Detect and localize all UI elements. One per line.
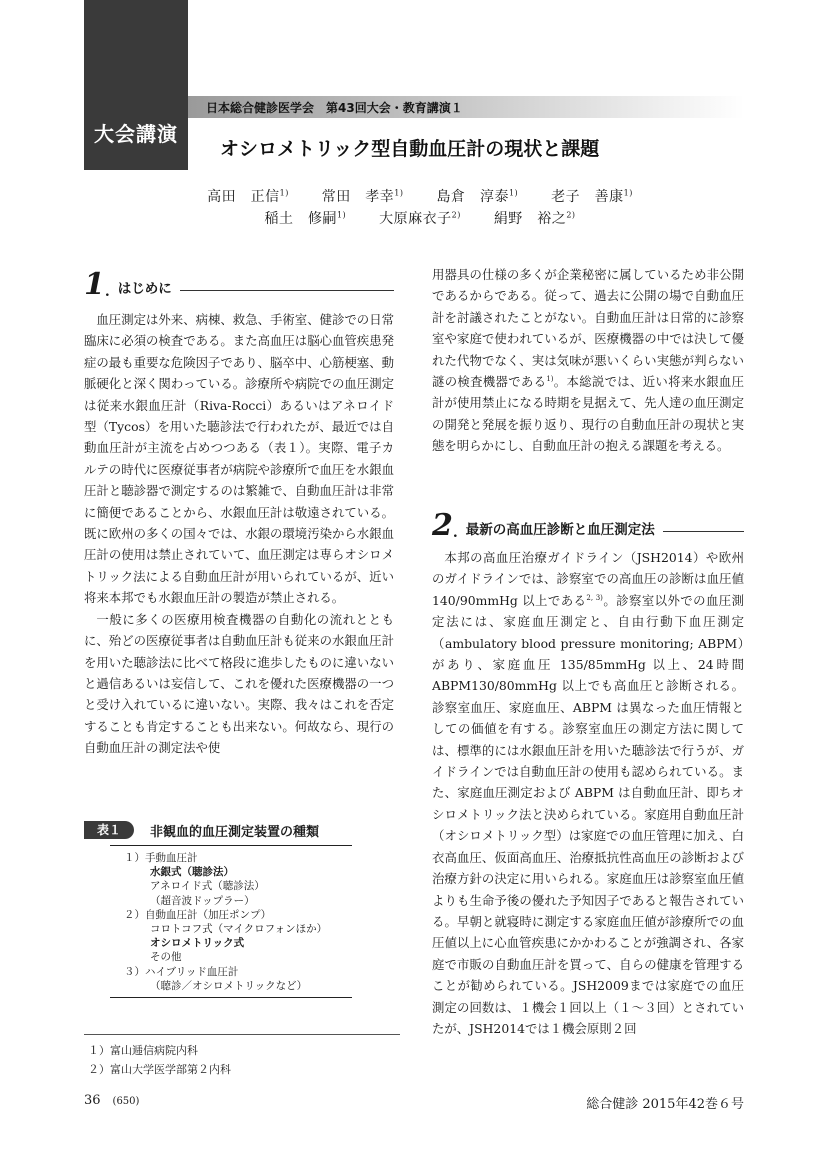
author-line-1 xyxy=(150,186,690,206)
paragraph: 血圧測定は外来、病棟、救急、手術室、健診での日常臨床に必須の検査である。また高血圧は脳心血管疾患発症の最も重要な危険因子であり、脳卒中、心筋梗塞、動脈硬化と深く関わっている。診療所や病院での血圧測定は従来水銀血圧計（Riva-Rocci）あるいはアネロイド型（Tycos）を用いた聴診法で行われたが、最近では自動血圧計が主流を占めつつある（表１）。実際、電子カルテの時代に医療従事者が病院や診療所で血圧を水銀血圧計と聴診器で測定するのは繁雑で、自動血圧計は非常に簡便であることから、水銀血圧計は敬遠されている。既に欧州の多くの国々では、水銀の環境汚染から水銀血圧計の使用は禁止されていて、血圧測定は専らオシロメトリック法による自動血圧計が用いられているが、近い将来本邦でも水銀血圧計の製造が禁止される。 xyxy=(84,312,394,606)
table-row: ３）ハイブリッド血圧計 xyxy=(124,965,239,978)
author: 老子 善康$^{1)}$ xyxy=(551,188,633,205)
section-number: 2 xyxy=(432,508,453,543)
table-row: オシロメトリック式 xyxy=(150,937,245,950)
page-number: 36 (650) xyxy=(84,1093,140,1108)
series-text: 日本総合健診医学会 第43回大会・教育講演１ xyxy=(206,101,463,115)
paragraph: 本邦の高血圧治療ガイドライン（JSH2014）や欧州のガイドラインでは、診察室での高血圧の診断は血圧値 140/90mmHg 以上である$^{2, 3)}$。診察室以外での血圧測定法には、家庭血圧測定と、自由行動下血圧測定（ambulatory blood pressure monitoring; ABPM）があり、家庭血圧 135/85mmHg 以上、24時間 ABPM130/80mmHg 以上でも高血圧と診断される。診察室血圧、家庭血圧、ABPM は異なった血圧情報としての価値を有する。診察室血圧の測定方法に関しては、標準的には水銀血圧計を用いた聴診法で行うが、ガイドラインでは自動血圧計の使用も認められている。また、家庭血圧測定および ABPM は自動血圧計、即ちオシロメトリック法と決められている。家庭用自動血圧計（オシロメトリック型）は家庭での血圧管理に加え、白衣高血圧、仮面高血圧、治療抵抗性高血圧の診断および治療方針の決定に用いられる。家庭血圧は診察室血圧値よりも生命予後の優れた予知因子であると報告されている。早朝と就寝時に測定する家庭血圧値が診療所での血圧値以上に心血管疾患にかかわることが強調され、各家庭で市販の自動血圧計を買って、自らの健康を管理することが勧められている。JSH2009までは家庭での血圧測定の回数は、１機会１回以上（１～３回）とされていたが、JSH2014では１機会原則２回 xyxy=(432,550,745,1036)
series-banner xyxy=(188,96,744,118)
author: 大原麻衣子$^{2)}$ xyxy=(379,210,461,227)
table-row: １）手動血圧計 xyxy=(124,852,198,864)
table-row: コロトコフ式（マイクロフォンほか） xyxy=(150,923,328,936)
section-title: 最新の高血圧診断と血圧測定法 xyxy=(465,522,655,538)
table-1 xyxy=(110,845,352,998)
table-row: 水銀式（聴診法） xyxy=(150,866,234,879)
table-row: （聴診／オシロメトリックなど） xyxy=(150,979,308,992)
author: 島倉 淳泰$^{1)}$ xyxy=(436,188,519,205)
category-tag-label: 大会講演 xyxy=(94,122,178,146)
journal-info: 総合健診 2015年42巻６号 xyxy=(586,1097,744,1112)
table-row: ２）自動血圧計（加圧ポンプ） xyxy=(124,908,272,921)
footnote: １）富山逓信病院内科 xyxy=(88,1044,198,1057)
right-column-bottom xyxy=(432,547,744,1039)
author: 絹野 裕之$^{2)}$ xyxy=(493,210,576,227)
table-row: その他 xyxy=(150,951,182,964)
section-title: はじめに xyxy=(117,281,172,297)
heading-rule xyxy=(180,290,394,291)
author-line-2 xyxy=(150,208,690,228)
citation: 1) xyxy=(546,374,554,383)
footnote: ２）富山大学医学部第２内科 xyxy=(88,1063,231,1076)
author: 稲土 修嗣$^{1)}$ xyxy=(264,210,347,227)
author: 常田 孝幸$^{1)}$ xyxy=(321,188,404,205)
paragraph: 一般に多くの医療用検査機器の自動化の流れとともに、殆どの医療従事者は自動血圧計も従来の水銀血圧計を用いた聴診法に比べて格段に進歩したものに違いないと過信あるいは妄信して、これを優れた医療機器の一つと受け入れているに違いない。実際、我々はこれを否定することも肯定することも出来ない。何故なら、現行の自動血圧計の測定法や使 xyxy=(84,611,394,756)
category-tag xyxy=(84,0,188,170)
section-1-heading: 1 . はじめに xyxy=(84,264,394,300)
table-row: （超音波ドップラー） xyxy=(150,894,255,907)
paragraph: 用器具の仕様の多くが企業秘密に属しているため非公開であるからである。従って、過去に公開の場で自動血圧計を討議されたことがない。自動血圧計は日常的に診察室や家庭で使われているが、医療機器の中では決して優れた代物でなく、実は気味が悪いくらい実態が判らない謎の検査機器である$^{1)}$。本総説では、近い将来水銀血圧計が使用禁止になる時期を見据えて、先人達の血圧測定の開発と発展を振り返り、現行の自動血圧計の現状と実態を明らかにし、自動血圧計の抱える課題を考える。 xyxy=(432,267,745,454)
section-number: 1 xyxy=(84,267,105,302)
citation: 2, 3) xyxy=(586,593,603,602)
table-row: アネロイド式（聴診法） xyxy=(150,880,265,893)
footnote-rule xyxy=(84,1034,400,1035)
heading-rule xyxy=(663,531,744,532)
right-column-top xyxy=(432,264,744,457)
cumulative-page: (650) xyxy=(112,1096,140,1107)
table-title: 非観血的血圧測定装置の種類 xyxy=(150,825,320,840)
left-column xyxy=(84,309,394,759)
table-label: 表１ xyxy=(84,821,134,839)
section-2-heading: 2 . 最新の高血圧診断と血圧測定法 xyxy=(432,505,744,541)
author: 高田 正信$^{1)}$ xyxy=(207,188,289,205)
article-title: オシロメトリック型自動血圧計の現状と課題 xyxy=(220,138,600,160)
